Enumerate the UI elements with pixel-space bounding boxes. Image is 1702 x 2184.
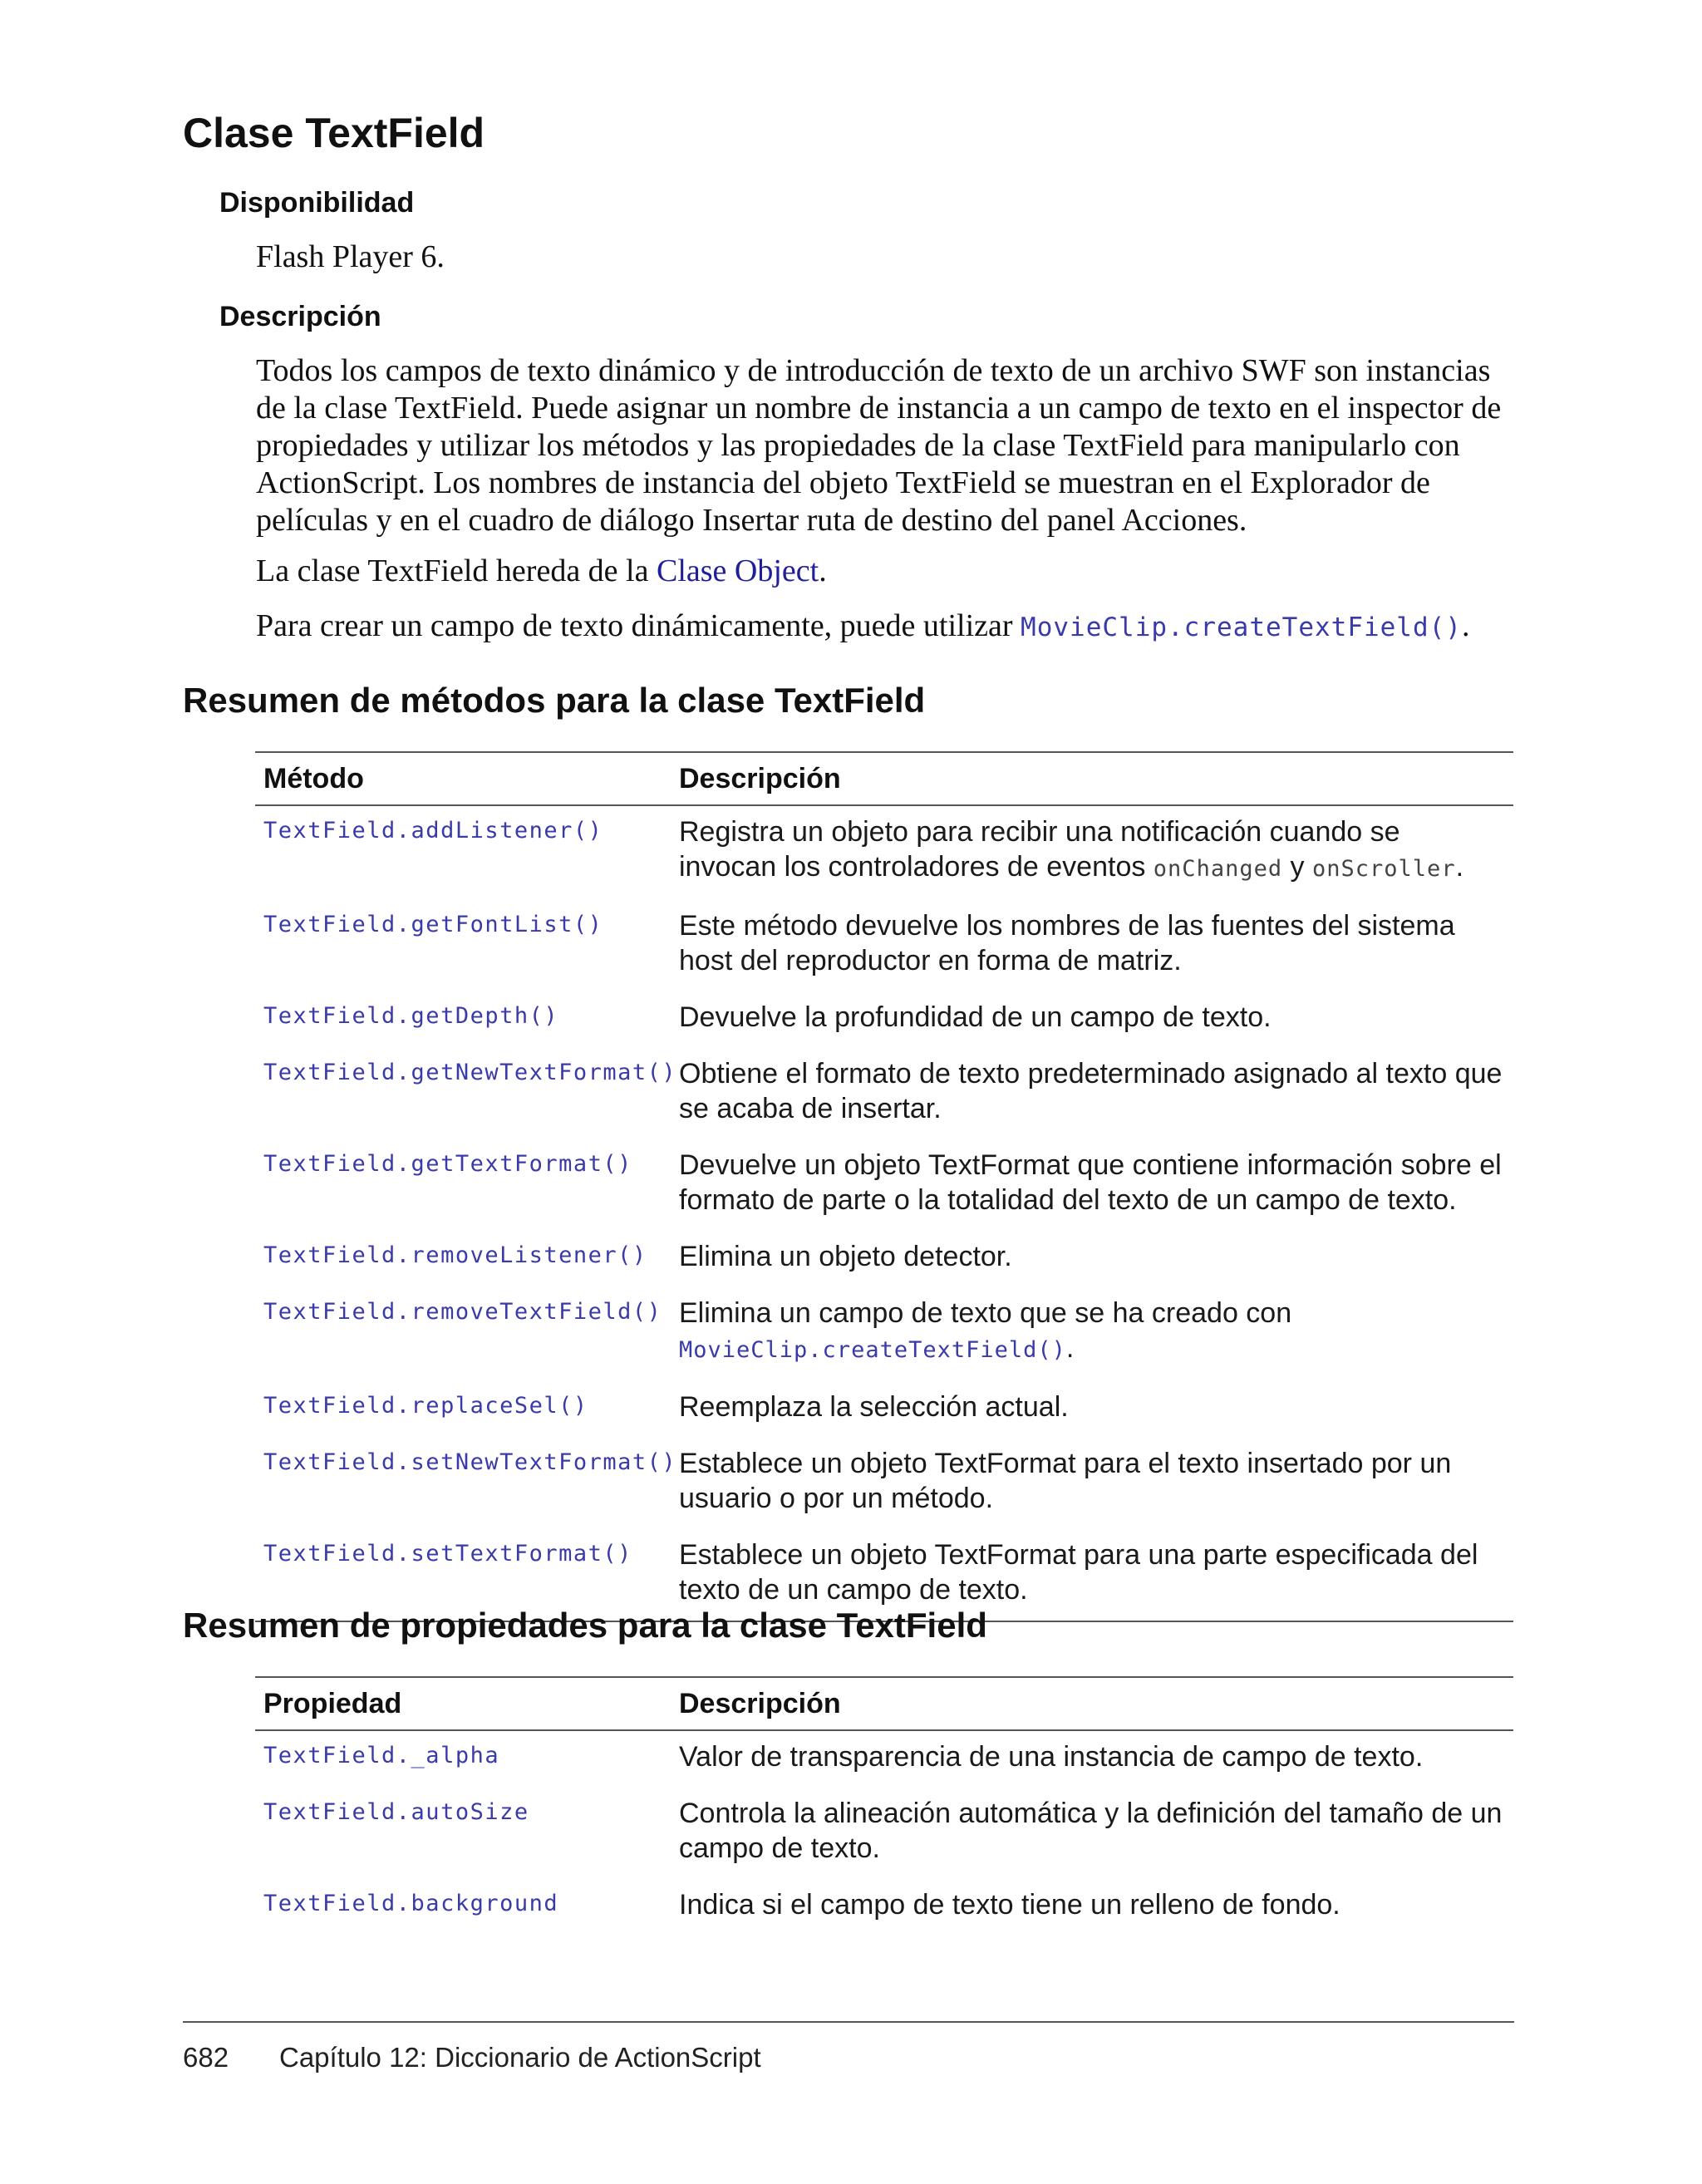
table-row bbox=[255, 1139, 1513, 1231]
table-row bbox=[255, 1788, 1513, 1879]
table-row bbox=[255, 1231, 1513, 1287]
inherits-sentence bbox=[256, 553, 1511, 590]
property-link[interactable]: TextField.background bbox=[263, 1891, 559, 1916]
property-description: Controla la alineación automática y la definición del tamaño de un campo de texto. bbox=[679, 1798, 1503, 1864]
method-link[interactable]: TextField.removeListener() bbox=[263, 1242, 647, 1268]
inherits-prefix: La clase TextField hereda de la bbox=[256, 553, 657, 588]
method-link[interactable]: TextField.setTextFormat() bbox=[255, 1529, 671, 1621]
table-row bbox=[255, 900, 1513, 991]
method-description-text: Elimina un campo de texto que se ha creado con bbox=[679, 1297, 1292, 1329]
methods-col-description: Descripción bbox=[671, 752, 1513, 805]
method-link[interactable]: TextField.getFontList() bbox=[263, 912, 603, 937]
table-row bbox=[255, 1381, 1513, 1438]
footer-divider bbox=[183, 2021, 1514, 2023]
table-row bbox=[255, 1438, 1513, 1529]
methods-col-method: Método bbox=[255, 752, 671, 805]
method-description: Establece un objeto TextFormat para el texto insertado por un usuario o por un método. bbox=[679, 1448, 1452, 1514]
method-description bbox=[671, 1287, 1513, 1381]
inline-code: onChanged bbox=[1153, 856, 1283, 882]
method-link[interactable]: TextField.addListener() bbox=[263, 818, 603, 844]
method-description-text: Registra un objeto para recibir una notificación cuando se invocan los controladores de eventos bbox=[679, 816, 1400, 883]
method-link[interactable]: TextField.getNewTextFormat() bbox=[263, 1060, 677, 1085]
method-description: Devuelve la profundidad de un campo de texto. bbox=[679, 1001, 1272, 1033]
properties-col-description: Descripción bbox=[671, 1677, 1513, 1730]
method-description: Este método devuelve los nombres de las fuentes del sistema host del reproductor en forma de matriz. bbox=[679, 910, 1455, 976]
methods-table bbox=[255, 751, 1513, 1622]
method-description bbox=[671, 805, 1513, 900]
properties-heading: Resumen de propiedades para la clase TextField bbox=[183, 1606, 987, 1645]
create-suffix: . bbox=[1461, 608, 1470, 643]
inline-code: onScroller bbox=[1312, 856, 1456, 882]
property-link[interactable]: TextField.autoSize bbox=[263, 1799, 529, 1825]
method-link[interactable]: TextField.getDepth() bbox=[263, 1003, 559, 1029]
inherits-suffix: . bbox=[819, 553, 827, 588]
method-link[interactable]: TextField.replaceSel() bbox=[263, 1393, 588, 1419]
availability-text: Flash Player 6. bbox=[256, 239, 445, 274]
description-paragraph: Todos los campos de texto dinámico y de introducción de texto de un archivo SWF son instancias de la clase TextField. Puede asignar un nombre de instancia a un campo de texto en el inspector de propiedades y utilizar los métodos y las propiedades de la clase TextField para manipularlo con ActionScript. Los nombres de instancia del objeto TextField se muestran en el Explorador de películas y en el cuadro de diálogo Insertar ruta de destino del panel Acciones. bbox=[256, 353, 1502, 538]
availability-heading: Disponibilidad bbox=[219, 187, 415, 219]
method-link[interactable]: TextField.getTextFormat() bbox=[263, 1151, 632, 1177]
property-link[interactable]: TextField._alpha bbox=[263, 1743, 500, 1768]
chapter-label: Capítulo 12: Diccionario de ActionScript bbox=[279, 2042, 761, 2073]
table-row bbox=[255, 805, 1513, 900]
table-row bbox=[255, 991, 1513, 1048]
create-textfield-link[interactable]: MovieClip.createTextField() bbox=[1021, 612, 1462, 642]
properties-col-property: Propiedad bbox=[255, 1677, 671, 1730]
method-description-text: y bbox=[1282, 851, 1313, 883]
method-description: Reemplaza la selección actual. bbox=[679, 1391, 1069, 1423]
table-row bbox=[255, 1730, 1513, 1788]
table-row bbox=[255, 1879, 1513, 1936]
page-title: Clase TextField bbox=[183, 110, 485, 156]
description-heading: Descripción bbox=[219, 301, 381, 332]
property-description: Indica si el campo de texto tiene un relleno de fondo. bbox=[679, 1889, 1340, 1921]
table-row bbox=[255, 1287, 1513, 1381]
properties-header-row bbox=[255, 1677, 1513, 1730]
methods-heading: Resumen de métodos para la clase TextField bbox=[183, 681, 926, 720]
properties-table bbox=[255, 1676, 1513, 1936]
create-prefix: Para crear un campo de texto dinámicamente, puede utilizar bbox=[256, 608, 1021, 643]
method-link[interactable]: TextField.setNewTextFormat() bbox=[263, 1449, 677, 1475]
method-description-text: . bbox=[1065, 1332, 1075, 1364]
method-description-text: . bbox=[1455, 851, 1464, 883]
method-description: Elimina un objeto detector. bbox=[679, 1241, 1012, 1272]
methods-header-row bbox=[255, 752, 1513, 805]
create-sentence bbox=[256, 607, 1511, 647]
page-number: 682 bbox=[183, 2042, 229, 2073]
method-description: Establece un objeto TextFormat para una parte especificada del texto de un campo de texto. bbox=[671, 1529, 1513, 1621]
method-description: Devuelve un objeto TextFormat que contiene información sobre el formato de parte o la totalidad del texto de un campo de texto. bbox=[679, 1149, 1502, 1216]
class-object-link[interactable]: Clase Object bbox=[656, 553, 819, 588]
method-link[interactable]: TextField.removeTextField() bbox=[263, 1299, 662, 1325]
method-description: Obtiene el formato de texto predeterminado asignado al texto que se acaba de insertar. bbox=[679, 1058, 1503, 1124]
create-textfield-link[interactable]: MovieClip.createTextField() bbox=[679, 1337, 1066, 1363]
table-row bbox=[255, 1048, 1513, 1139]
property-description: Valor de transparencia de una instancia de campo de texto. bbox=[679, 1741, 1424, 1773]
